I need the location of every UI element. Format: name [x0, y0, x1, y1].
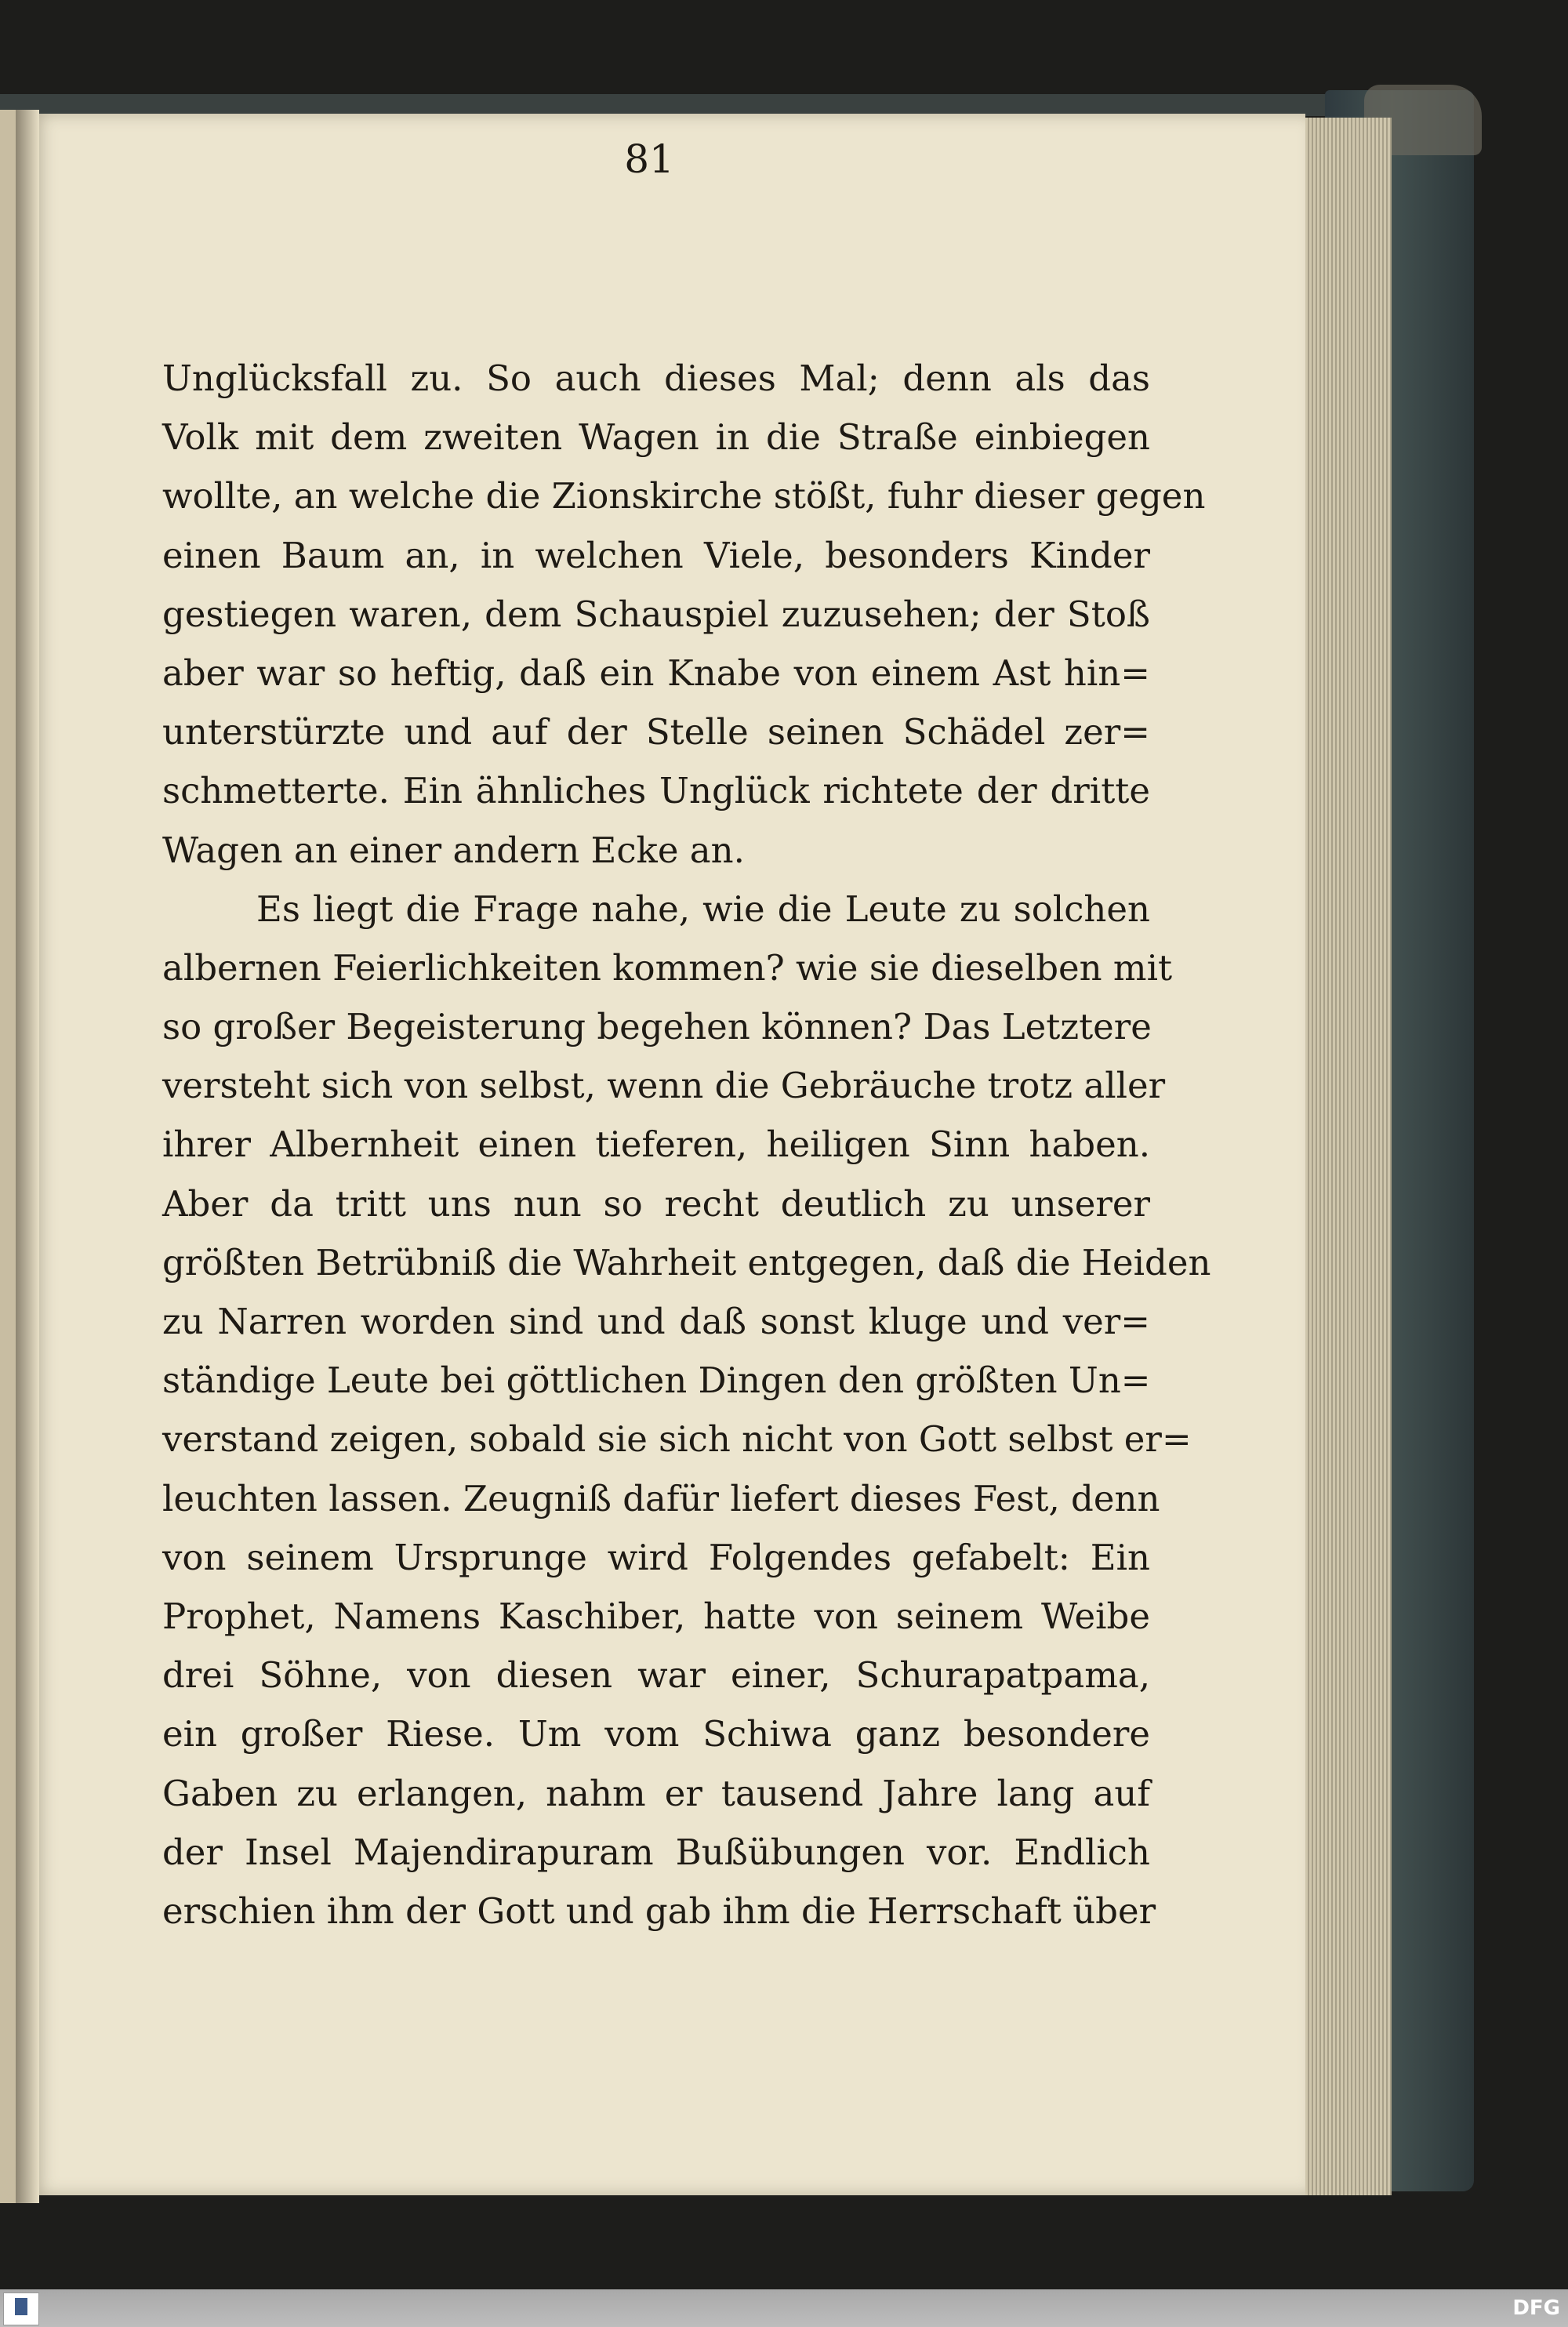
- text-line: so großer Begeisterung begehen können? Das Letztere: [162, 1006, 1152, 1048]
- text-line: verstand zeigen, sobald sie sich nicht von Gott selbst er=: [162, 1418, 1192, 1461]
- text-line: ständige Leute bei göttlichen Dingen den größten Un=: [162, 1360, 1151, 1402]
- book-gutter: [16, 110, 39, 2203]
- text-line: Gaben zu erlangen, nahm er tausend Jahre lang auf: [162, 1772, 1150, 1814]
- text-line: aber war so heftig, daß ein Knabe von einem Ast hin=: [162, 652, 1150, 694]
- dfg-logo[interactable]: DFG: [1512, 2296, 1560, 2320]
- text-line: der Insel Majendirapuram Bußübungen vor. Endlich: [162, 1831, 1150, 1873]
- text-line: albernen Feierlichkeiten kommen? wie sie dieselben mit: [162, 946, 1173, 989]
- text-line: drei Söhne, von diesen war einer, Schurapatpama,: [162, 1654, 1150, 1697]
- page-stack-edges: [1301, 118, 1392, 2195]
- text-line: gestiegen waren, dem Schauspiel zuzusehen; der Stoß: [162, 593, 1150, 635]
- book-cover-top-edge: [0, 94, 1411, 116]
- page-number: 81: [624, 136, 674, 182]
- text-line: versteht sich von selbst, wenn die Gebräuche trotz aller: [162, 1065, 1166, 1107]
- text-line: Wagen an einer andern Ecke an.: [162, 829, 745, 871]
- text-line: schmetterte. Ein ähnliches Unglück richtete der dritte: [162, 770, 1150, 812]
- text-line: von seinem Ursprunge wird Folgendes gefabelt: Ein: [162, 1536, 1150, 1578]
- text-line: ein großer Riese. Um vom Schiwa ganz besondere: [162, 1713, 1150, 1755]
- text-line: Aber da tritt uns nun so recht deutlich zu unserer: [162, 1182, 1150, 1225]
- viewer-footer-bar: [0, 2289, 1568, 2327]
- text-line: Unglücksfall zu. So auch dieses Mal; denn als das: [162, 358, 1150, 399]
- text-line: Volk mit dem zweiten Wagen in die Straße einbiegen: [162, 416, 1150, 459]
- body-text: [162, 349, 1211, 1940]
- text-line: zu Narren worden sind und daß sonst kluge und ver=: [162, 1301, 1150, 1342]
- text-line: unterstürzte und auf der Stelle seinen Schädel zer=: [162, 711, 1150, 753]
- library-logo-mark: [15, 2298, 27, 2315]
- text-line: ihrer Albernheit einen tieferen, heiligen Sinn haben.: [162, 1124, 1150, 1166]
- text-line: erschien ihm der Gott und gab ihm die Herrschaft über: [162, 1890, 1156, 1932]
- text-line: größten Betrübniß die Wahrheit entgegen, daß die Heiden: [162, 1241, 1211, 1283]
- text-line: einen Baum an, in welchen Viele, besonders Kinder: [162, 534, 1150, 576]
- text-line: Prophet, Namens Kaschiber, hatte von seinem Weibe: [162, 1595, 1150, 1637]
- library-logo-icon[interactable]: [3, 2293, 39, 2325]
- text-line: wollte, an welche die Zionskirche stößt, fuhr dieser gegen: [162, 475, 1206, 517]
- text-line: Es liegt die Frage nahe, wie die Leute zu solchen: [256, 888, 1150, 930]
- text-line: leuchten lassen. Zeugniß dafür liefert dieses Fest, denn: [162, 1477, 1160, 1519]
